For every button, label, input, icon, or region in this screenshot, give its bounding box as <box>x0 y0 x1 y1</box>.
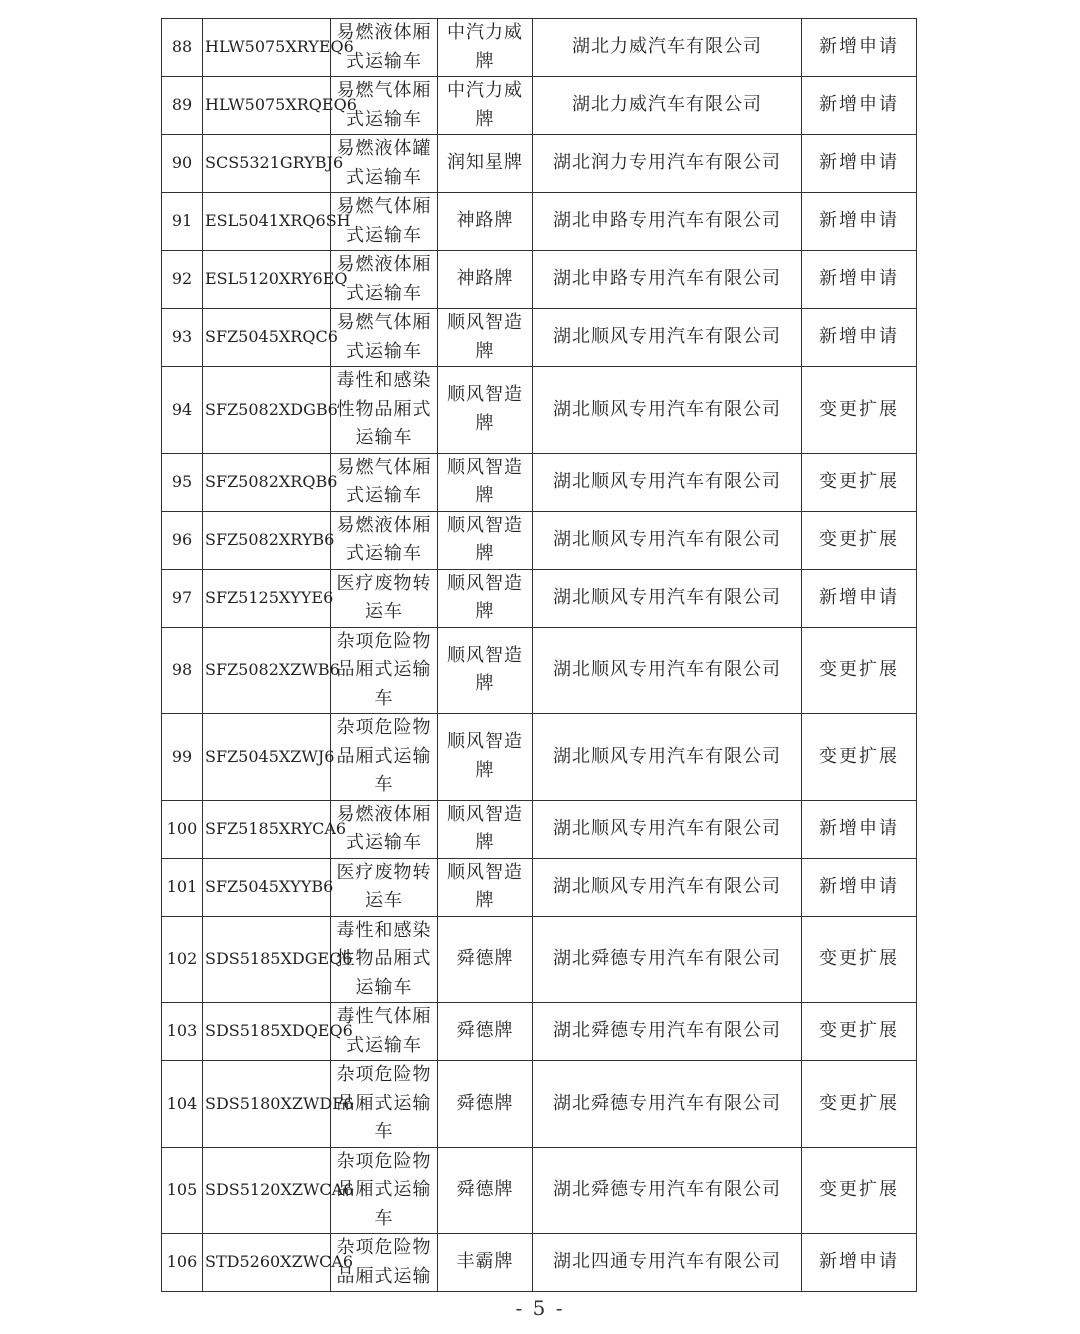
brand-name-cell: 顺风智造牌 <box>438 569 533 627</box>
brand-name-cell: 顺风智造牌 <box>438 800 533 858</box>
table-row <box>162 858 917 916</box>
table-row <box>162 627 917 714</box>
application-type-cell: 新增申请 <box>802 309 917 367</box>
table-row <box>162 714 917 801</box>
application-type-cell: 新增申请 <box>802 193 917 251</box>
manufacturer-cell: 湖北舜德专用汽车有限公司 <box>533 916 802 1003</box>
vehicle-model-cell: SFZ5082XZWB6 <box>203 627 331 714</box>
manufacturer-cell: 湖北顺风专用汽车有限公司 <box>533 309 802 367</box>
brand-name-cell: 顺风智造牌 <box>438 511 533 569</box>
application-type-cell: 新增申请 <box>802 19 917 77</box>
vehicle-model-cell: SDS5185XDGEQ6 <box>203 916 331 1003</box>
manufacturer-cell: 湖北申路专用汽车有限公司 <box>533 251 802 309</box>
vehicle-model-cell: SDS5120XZWCA6 <box>203 1147 331 1234</box>
brand-name-cell: 润知星牌 <box>438 135 533 193</box>
vehicle-type-cell: 易燃气体厢式运输车 <box>331 193 438 251</box>
application-type-cell: 变更扩展 <box>802 1003 917 1061</box>
application-type-cell: 变更扩展 <box>802 1147 917 1234</box>
application-type-cell: 变更扩展 <box>802 453 917 511</box>
application-type-cell: 变更扩展 <box>802 627 917 714</box>
table-row <box>162 916 917 1003</box>
application-type-cell: 变更扩展 <box>802 1061 917 1148</box>
vehicle-type-cell: 医疗废物转运车 <box>331 569 438 627</box>
application-type-cell: 新增申请 <box>802 858 917 916</box>
vehicle-model-cell: ESL5120XRY6EQ <box>203 251 331 309</box>
manufacturer-cell: 湖北顺风专用汽车有限公司 <box>533 714 802 801</box>
row-number-cell: 93 <box>162 309 203 367</box>
application-type-cell: 变更扩展 <box>802 916 917 1003</box>
table-body <box>162 19 917 1292</box>
brand-name-cell: 中汽力威牌 <box>438 77 533 135</box>
application-type-cell: 变更扩展 <box>802 511 917 569</box>
table-row <box>162 77 917 135</box>
vehicle-type-cell: 易燃液体厢式运输车 <box>331 251 438 309</box>
vehicle-type-cell: 医疗废物转运车 <box>331 858 438 916</box>
row-number-cell: 91 <box>162 193 203 251</box>
vehicle-model-cell: SDS5180XZWDF6 <box>203 1061 331 1148</box>
vehicle-type-cell: 毒性和感染性物品厢式运输车 <box>331 916 438 1003</box>
application-type-cell: 新增申请 <box>802 1234 917 1292</box>
vehicle-model-cell: STD5260XZWCA6 <box>203 1234 331 1292</box>
table-row <box>162 1003 917 1061</box>
vehicle-type-cell: 杂项危险物品厢式运输车 <box>331 1147 438 1234</box>
table-row <box>162 511 917 569</box>
manufacturer-cell: 湖北顺风专用汽车有限公司 <box>533 367 802 454</box>
vehicle-type-cell: 杂项危险物品厢式运输车 <box>331 1061 438 1148</box>
brand-name-cell: 顺风智造牌 <box>438 858 533 916</box>
manufacturer-cell: 湖北力威汽车有限公司 <box>533 19 802 77</box>
manufacturer-cell: 湖北四通专用汽车有限公司 <box>533 1234 802 1292</box>
vehicle-type-cell: 易燃液体厢式运输车 <box>331 511 438 569</box>
row-number-cell: 99 <box>162 714 203 801</box>
manufacturer-cell: 湖北润力专用汽车有限公司 <box>533 135 802 193</box>
brand-name-cell: 舜德牌 <box>438 1147 533 1234</box>
vehicle-model-cell: HLW5075XRYEQ6 <box>203 19 331 77</box>
table-row <box>162 135 917 193</box>
vehicle-model-cell: SCS5321GRYBJ6 <box>203 135 331 193</box>
row-number-cell: 98 <box>162 627 203 714</box>
vehicle-model-cell: SFZ5045XRQC6 <box>203 309 331 367</box>
row-number-cell: 95 <box>162 453 203 511</box>
application-type-cell: 新增申请 <box>802 135 917 193</box>
application-type-cell: 新增申请 <box>802 800 917 858</box>
vehicle-type-cell: 易燃气体厢式运输车 <box>331 453 438 511</box>
vehicle-model-cell: SFZ5185XRYCA6 <box>203 800 331 858</box>
manufacturer-cell: 湖北舜德专用汽车有限公司 <box>533 1061 802 1148</box>
brand-name-cell: 舜德牌 <box>438 916 533 1003</box>
manufacturer-cell: 湖北顺风专用汽车有限公司 <box>533 627 802 714</box>
vehicle-catalog-table <box>161 18 917 1292</box>
manufacturer-cell: 湖北舜德专用汽车有限公司 <box>533 1003 802 1061</box>
row-number-cell: 90 <box>162 135 203 193</box>
vehicle-model-cell: SFZ5045XZWJ6 <box>203 714 331 801</box>
row-number-cell: 106 <box>162 1234 203 1292</box>
row-number-cell: 100 <box>162 800 203 858</box>
vehicle-model-cell: SFZ5045XYYB6 <box>203 858 331 916</box>
vehicle-type-cell: 易燃气体厢式运输车 <box>331 309 438 367</box>
table-row <box>162 19 917 77</box>
application-type-cell: 变更扩展 <box>802 714 917 801</box>
row-number-cell: 101 <box>162 858 203 916</box>
table-row <box>162 193 917 251</box>
brand-name-cell: 顺风智造牌 <box>438 627 533 714</box>
table-row <box>162 569 917 627</box>
row-number-cell: 89 <box>162 77 203 135</box>
manufacturer-cell: 湖北舜德专用汽车有限公司 <box>533 1147 802 1234</box>
brand-name-cell: 顺风智造牌 <box>438 367 533 454</box>
brand-name-cell: 神路牌 <box>438 251 533 309</box>
brand-name-cell: 舜德牌 <box>438 1061 533 1148</box>
brand-name-cell: 丰霸牌 <box>438 1234 533 1292</box>
row-number-cell: 92 <box>162 251 203 309</box>
application-type-cell: 新增申请 <box>802 77 917 135</box>
row-number-cell: 88 <box>162 19 203 77</box>
vehicle-type-cell: 易燃液体厢式运输车 <box>331 800 438 858</box>
row-number-cell: 97 <box>162 569 203 627</box>
vehicle-model-cell: SFZ5082XRYB6 <box>203 511 331 569</box>
manufacturer-cell: 湖北力威汽车有限公司 <box>533 77 802 135</box>
vehicle-model-cell: SFZ5082XRQB6 <box>203 453 331 511</box>
manufacturer-cell: 湖北顺风专用汽车有限公司 <box>533 569 802 627</box>
brand-name-cell: 中汽力威牌 <box>438 19 533 77</box>
manufacturer-cell: 湖北顺风专用汽车有限公司 <box>533 800 802 858</box>
row-number-cell: 105 <box>162 1147 203 1234</box>
table-row <box>162 453 917 511</box>
vehicle-type-cell: 杂项危险物品厢式运输 <box>331 1234 438 1292</box>
brand-name-cell: 神路牌 <box>438 193 533 251</box>
row-number-cell: 96 <box>162 511 203 569</box>
table-row <box>162 367 917 454</box>
manufacturer-cell: 湖北顺风专用汽车有限公司 <box>533 511 802 569</box>
vehicle-model-cell: SFZ5082XDGB6 <box>203 367 331 454</box>
page-number: - 5 - <box>515 1296 565 1320</box>
vehicle-type-cell: 易燃液体罐式运输车 <box>331 135 438 193</box>
vehicle-type-cell: 易燃气体厢式运输车 <box>331 77 438 135</box>
vehicle-type-cell: 杂项危险物品厢式运输车 <box>331 627 438 714</box>
brand-name-cell: 顺风智造牌 <box>438 453 533 511</box>
row-number-cell: 102 <box>162 916 203 1003</box>
manufacturer-cell: 湖北顺风专用汽车有限公司 <box>533 453 802 511</box>
brand-name-cell: 顺风智造牌 <box>438 714 533 801</box>
row-number-cell: 104 <box>162 1061 203 1148</box>
application-type-cell: 新增申请 <box>802 251 917 309</box>
vehicle-model-cell: ESL5041XRQ6SH <box>203 193 331 251</box>
brand-name-cell: 顺风智造牌 <box>438 309 533 367</box>
table-row <box>162 1061 917 1148</box>
table-row <box>162 251 917 309</box>
vehicle-type-cell: 杂项危险物品厢式运输车 <box>331 714 438 801</box>
vehicle-type-cell: 毒性气体厢式运输车 <box>331 1003 438 1061</box>
application-type-cell: 新增申请 <box>802 569 917 627</box>
table-row <box>162 1234 917 1292</box>
table-row <box>162 800 917 858</box>
manufacturer-cell: 湖北申路专用汽车有限公司 <box>533 193 802 251</box>
row-number-cell: 103 <box>162 1003 203 1061</box>
application-type-cell: 变更扩展 <box>802 367 917 454</box>
brand-name-cell: 舜德牌 <box>438 1003 533 1061</box>
vehicle-model-cell: HLW5075XRQEQ6 <box>203 77 331 135</box>
manufacturer-cell: 湖北顺风专用汽车有限公司 <box>533 858 802 916</box>
table-row <box>162 1147 917 1234</box>
vehicle-model-cell: SFZ5125XYYE6 <box>203 569 331 627</box>
vehicle-type-cell: 易燃液体厢式运输车 <box>331 19 438 77</box>
vehicle-model-cell: SDS5185XDQEQ6 <box>203 1003 331 1061</box>
table-row <box>162 309 917 367</box>
row-number-cell: 94 <box>162 367 203 454</box>
vehicle-type-cell: 毒性和感染性物品厢式运输车 <box>331 367 438 454</box>
